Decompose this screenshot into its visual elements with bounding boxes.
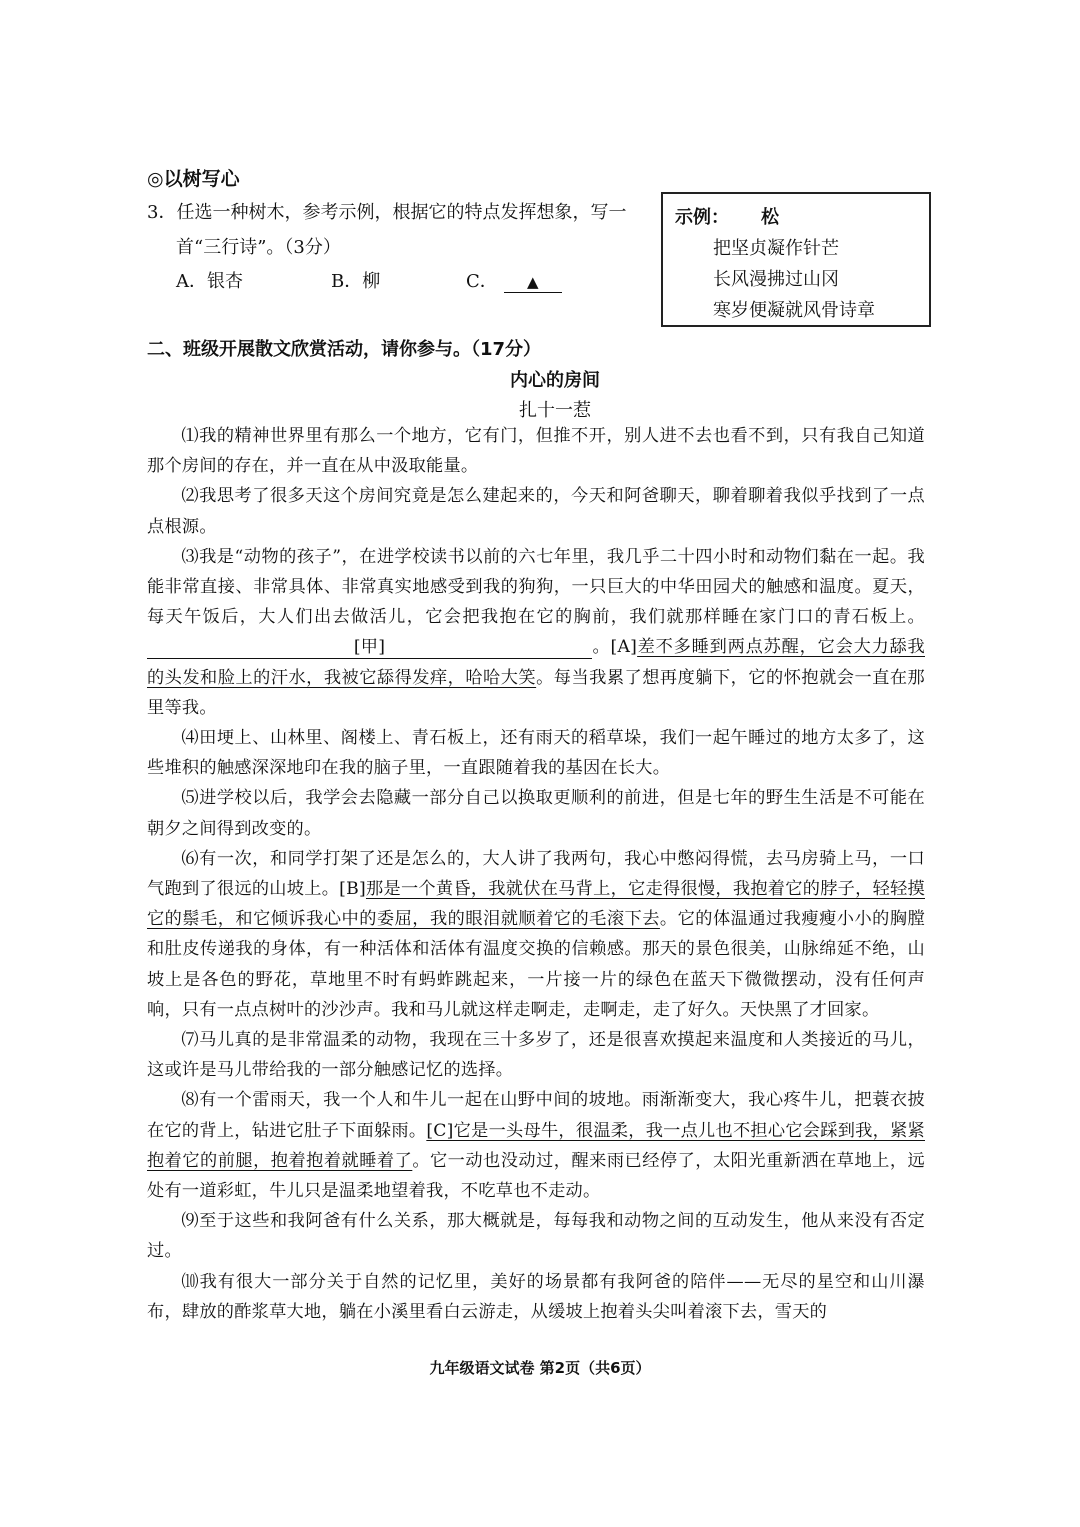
option-c-label: C． xyxy=(466,271,498,292)
paragraph-9: ⑼至于这些和我阿爸有什么关系，那大概就是，每每我和动物之间的互动发生，他从来没有否定过。 xyxy=(147,1211,925,1262)
paragraph-8 xyxy=(147,1085,925,1206)
paragraph-8-text-a: ⑻有一个雷雨天，我一个人和牛儿一起在山野中间的坡地。雨渐渐变大，我心疼牛儿，把蓑衣披在它的背上，钻进它肚子下面躲雨。 xyxy=(147,1090,925,1141)
paragraph-3 xyxy=(147,542,925,723)
paragraph-4: ⑷田埂上、山林里、阁楼上、青石板上，还有雨天的稻草垛，我们一起午睡过的地方太多了，这些堆积的触感深深地印在我的脑子里，一直跟随着我的基因在长大。 xyxy=(147,728,925,779)
essay-body xyxy=(147,421,925,1327)
paragraph-3-text-a: ⑶我是“动物的孩子”，在进学校读书以前的六七年里，我几乎二十四小时和动物们黏在一起。我能非常直接、非常具体、非常真实地感受到我的狗狗，一只巨大的中华田园犬的触感和温度。夏天，每天午饭后，大人们出去做活儿，它会把我抱在它的胸前，我们就那样睡在家门口的青石板上。 xyxy=(147,546,925,628)
example-tree: 松 xyxy=(761,207,779,228)
option-c-blank: ▲ xyxy=(504,272,562,293)
question-3-line-1: 3．任选一种树木，参考示例，根据它的特点发挥想象，写一 xyxy=(147,202,627,223)
paragraph-7: ⑺马儿真的是非常温柔的动物，我现在三十多岁了，还是很喜欢摸起来温度和人类接近的马儿，这或许是马儿带给我的一部分触感记忆的选择。 xyxy=(147,1030,925,1081)
option-a: A．银杏 xyxy=(176,271,243,292)
section-title: ◎以树写心 xyxy=(147,168,240,190)
part-2-heading: 二、班级开展散文欣赏活动，请你参与。（17分） xyxy=(147,339,542,360)
example-box xyxy=(661,192,931,327)
example-poem-line-1: 把坚贞凝作针芒 xyxy=(713,238,839,259)
option-c xyxy=(466,267,562,293)
question-3-line-2: 首“三行诗”。（3分） xyxy=(176,237,341,258)
paragraph-2: ⑵我思考了很多天这个房间究竟是怎么建起来的，今天和阿爸聊天，聊着聊着我似乎找到了一点点根源。 xyxy=(147,486,925,537)
example-label: 示例： xyxy=(675,207,729,228)
blank-jia: [甲] xyxy=(147,636,592,659)
page-footer: 九年级语文试卷 第2页（共6页） xyxy=(429,1359,651,1377)
essay-title: 内心的房间 xyxy=(510,370,600,391)
underlined-sentence-c: [C]它是一头母牛，很温柔，我一点儿也不担心它会踩到我，紧紧抱着它的前腿，抱着抱着就睡着了 xyxy=(147,1120,925,1171)
underlined-sentence-a: 差不多睡到两点苏醒，它会大力舔我的头发和脸上的汗水，我被它舔得发痒，哈哈大笑 xyxy=(147,637,925,688)
paragraph-8-text-b: 。它一动也没动过，醒来雨已经停了，太阳光重新洒在草地上，远处有一道彩虹，牛儿只是温柔地望着我，不吃草也不走动。 xyxy=(147,1150,925,1202)
example-poem-line-2: 长风漫拂过山冈 xyxy=(713,269,839,290)
example-poem-line-3: 寒岁便凝就风骨诗章 xyxy=(713,300,875,321)
paragraph-3-text-b: 。[A] xyxy=(592,637,638,658)
paragraph-5: ⑸进学校以后，我学会去隐藏一部分自己以换取更顺利的前进，但是七年的野生生活是不可能在朝夕之间得到改变的。 xyxy=(147,788,925,839)
underlined-sentence-b: 那是一个黄昏，我就伏在马背上，它走得很慢，我抱着它的脖子，轻轻摸它的鬃毛，和它倾诉我心中的委屈，我的眼泪就顺着它的毛滚下去 xyxy=(147,879,925,930)
paragraph-6 xyxy=(147,844,925,1025)
essay-author: 扎十一惹 xyxy=(519,400,591,421)
paragraph-1: ⑴我的精神世界里有那么一个地方，它有门，但推不开，别人进不去也看不到，只有我自己知道那个房间的存在，并一直在从中汲取能量。 xyxy=(147,426,925,477)
paragraph-6-text-a: ⑹有一次，和同学打架了还是怎么的，大人讲了我两句，我心中憋闷得慌，去马房骑上马，一口气跑到了很远的山坡上。[B] xyxy=(147,848,925,900)
paragraph-10: ⑽我有很大一部分关于自然的记忆里，美好的场景都有我阿爸的陪伴——无尽的星空和山川瀑布，肆放的酢浆草大地，躺在小溪里看白云游走，从缓坡上抱着头尖叫着滚下去，雪天的 xyxy=(147,1271,925,1322)
option-b: B．柳 xyxy=(331,271,381,292)
paragraph-3-text-c: 。每当我累了想再度躺下，它的怀抱就会一直在那里等我。 xyxy=(147,667,925,718)
paragraph-6-text-b: 。它的体温通过我瘦瘦小小的胸膛和肚皮传递我的身体，有一种活体和活体有温度交换的信赖感。那天的景色很美，山脉绵延不绝，山坡上是各色的野花，草地里不时有蚂蚱跳起来，一片接一片的绿色在蓝天下微微摆动，没有任何声响，只有一点点树叶的沙沙声。我和马儿就这样走啊走，走啊走，走了好久。天快黑了才回家。 xyxy=(147,909,925,1020)
